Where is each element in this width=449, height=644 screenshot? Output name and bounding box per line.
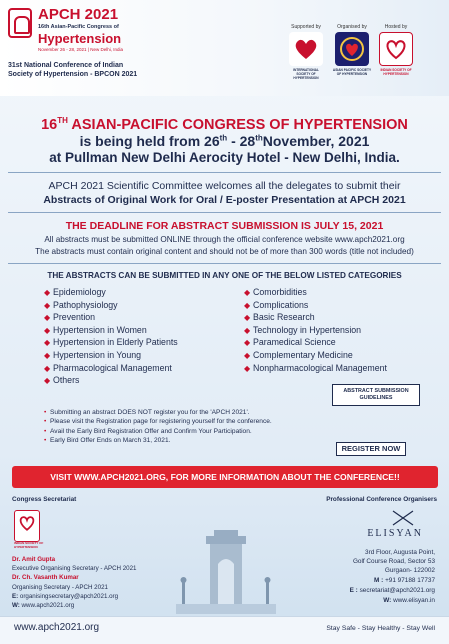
list-item [44, 324, 178, 337]
visit-website-banner[interactable]: VISIT WWW.APCH2021.ORG, FOR MORE INFORMATION ABOUT THE CONFERENCE!! [12, 466, 438, 488]
secretariat-email [12, 593, 118, 600]
secretariat-name-1: Dr. Amit Gupta [12, 556, 56, 563]
supported-by-label: Supported by [291, 24, 321, 30]
secretariat-role-1: Executive Organising Secretary - APCH 2021 [12, 565, 137, 572]
web-label: W: [383, 597, 392, 604]
diamond-icon: ◆ [44, 313, 51, 323]
categories-left [44, 286, 178, 387]
list-item [44, 299, 178, 312]
bullet-icon: • [44, 409, 47, 416]
category-label: Hypertension in Young [53, 349, 142, 360]
web-link[interactable]: www.apch2021.org [21, 602, 75, 609]
secretariat-role-2: Organising Secretary - APCH 2021 [12, 584, 108, 591]
category-label: Technology in Hypertension [253, 324, 362, 335]
diamond-icon: ◆ [44, 338, 51, 348]
congress-sup: TH [57, 116, 68, 125]
category-label: Others [53, 375, 80, 386]
ish-name: INTERNATIONAL SOCIETY OF HYPERTENSION [293, 68, 319, 80]
bullet-icon: • [44, 427, 47, 435]
pco-title: Professional Conference Organisers [326, 496, 437, 503]
register-now-button[interactable]: REGISTER NOW [336, 442, 406, 456]
brand-subtitle: 16th Asian-Pacific Congress of [38, 24, 119, 30]
category-label: Pharmacological Management [53, 362, 172, 373]
pco-web [383, 597, 435, 604]
congress-title-text: ASIAN-PACIFIC CONGRESS OF HYPERTENSION [67, 116, 408, 133]
divider [8, 172, 441, 173]
diamond-icon: ◆ [44, 300, 51, 310]
category-label: Hypertension in Women [53, 324, 147, 335]
note-text: Avail the Early Bird Registration Offer and Confirm Your Participation. [50, 427, 252, 435]
diamond-icon: ◆ [244, 363, 251, 373]
list-item [244, 362, 387, 375]
diamond-icon: ◆ [44, 376, 51, 386]
secretariat-web [12, 602, 74, 609]
list-item [244, 349, 387, 362]
web-label: W: [12, 602, 20, 609]
diamond-icon: ◆ [244, 325, 251, 335]
category-label: Basic Research [253, 312, 315, 323]
abstract-guidelines-button[interactable] [332, 384, 420, 406]
list-item [44, 286, 178, 299]
list-item [44, 349, 178, 362]
bullet-icon: • [44, 437, 47, 445]
email-label: E : [349, 587, 358, 594]
congress-number: 16 [41, 116, 58, 133]
pco-address-2: Golf Course Road, Sector 53 [352, 558, 435, 565]
list-item [244, 286, 387, 299]
phone-value[interactable]: +91 97188 17737 [385, 577, 435, 584]
category-label: Comorbidities [253, 287, 307, 297]
header [0, 0, 449, 96]
bullet-icon: • [44, 418, 47, 426]
category-label: Epidemiology [53, 287, 106, 297]
held-sup-1: th [219, 133, 228, 143]
elisyan-logo-icon [392, 510, 414, 526]
hosted-by-label: Hosted by [384, 24, 408, 30]
diamond-icon: ◆ [44, 350, 51, 360]
brand-title: APCH 2021 [38, 6, 119, 23]
diamond-icon: ◆ [244, 350, 251, 360]
list-item [244, 311, 387, 324]
organised-by-label: Organised by [337, 24, 367, 30]
footer-tagline: Stay Safe - Stay Healthy - Stay Well [326, 625, 435, 632]
category-label: Hypertension in Elderly Patients [53, 337, 178, 348]
divider [8, 263, 441, 264]
categories-right [244, 286, 387, 374]
list-item [44, 408, 272, 417]
note-text: Submitting an abstract DOES NOT register you for the 'APCH 2021'. [50, 409, 250, 416]
pco-address-1: 3rd Floor, Augusta Point, [365, 549, 435, 556]
pco-phone [374, 577, 435, 584]
email-link[interactable]: secretariat@apch2021.org [359, 587, 435, 594]
diamond-icon: ◆ [244, 300, 251, 310]
held-sup-2: th [255, 133, 263, 143]
category-label: Nonpharmacological Management [253, 362, 387, 373]
phone-label: M : [374, 577, 384, 584]
original-note: The abstracts must contain original content and should not be of more than 300 words (title not included) [35, 247, 414, 256]
list-item [244, 324, 387, 337]
category-label: Pathophysiology [53, 299, 118, 310]
isi-org [376, 32, 416, 76]
apch-logo-icon [8, 8, 32, 38]
held-text-b: - 28 [227, 133, 256, 149]
held-dates [0, 133, 449, 149]
secretariat-name-2: Dr. Ch. Vasanth Kumar [12, 574, 79, 581]
india-gate-icon [176, 524, 276, 614]
list-item [44, 336, 178, 349]
isi-name: INDIAN SOCIETY OF HYPERTENSION [380, 68, 412, 76]
diamond-icon: ◆ [44, 363, 51, 373]
apsh-emblem-icon [335, 32, 369, 66]
pco-address-3: Gurgaon- 122002 [384, 567, 435, 574]
email-link[interactable]: organisingsecretary@apch2021.org [19, 593, 119, 600]
isi-logo-icon [14, 510, 40, 542]
email-label: E: [12, 593, 19, 600]
category-label: Complications [253, 299, 309, 310]
divider [8, 212, 441, 213]
notes-list [44, 408, 272, 446]
list-item [44, 436, 272, 445]
isi-heart-icon [379, 32, 413, 66]
elisyan-name: ELISYAN [367, 528, 423, 539]
welcome-line-1: APCH 2021 Scientific Committee welcomes all the delegates to submit their [48, 180, 401, 192]
list-item [44, 311, 178, 324]
diamond-icon: ◆ [44, 325, 51, 335]
congress-title [0, 116, 449, 133]
pco-email [350, 587, 435, 594]
apsh-org [332, 32, 372, 76]
online-note: All abstracts must be submitted ONLINE through the official conference website www.apch2021.org [44, 235, 405, 244]
bpcon-line-2: Society of Hypertension - BPCON 2021 [8, 71, 138, 78]
guidelines-label-2: GUIDELINES [359, 395, 393, 401]
web-link[interactable]: www.elisyan.in [393, 597, 435, 604]
category-label: Paramedical Science [253, 337, 336, 348]
note-text: Please visit the Registration page for registering yourself for the conference. [50, 418, 272, 426]
category-label: Complementary Medicine [253, 349, 353, 360]
ish-heart-icon [289, 32, 323, 66]
footer-url[interactable]: www.apch2021.org [14, 622, 100, 633]
secretariat-title: Congress Secretariat [12, 496, 77, 503]
diamond-icon: ◆ [44, 288, 51, 297]
list-item [44, 374, 178, 387]
ish-org [286, 32, 326, 80]
guidelines-label-1: ABSTRACT SUBMISSION [343, 388, 409, 394]
welcome-line-2: Abstracts of Original Work for Oral / E-poster Presentation at APCH 2021 [43, 194, 406, 206]
apsh-name: ASIAN PACIFIC SOCIETY OF HYPERTENSION [332, 68, 372, 76]
diamond-icon: ◆ [244, 338, 251, 348]
diamond-icon: ◆ [244, 288, 251, 297]
list-item [244, 299, 387, 312]
bpcon-line-1: 31st National Conference of Indian [8, 62, 124, 69]
held-text-a: is being held from 26 [79, 133, 220, 149]
held-text-c: November, 2021 [262, 133, 370, 149]
isi-logo-name: INDIAN SOCIETY OF HYPERTENSION [14, 541, 44, 549]
list-item [244, 336, 387, 349]
venue: at Pullman New Delhi Aerocity Hotel - New Delhi, India. [49, 150, 400, 165]
note-text: Early Bird Offer Ends on March 31, 2021. [50, 437, 171, 445]
list-item [44, 417, 272, 426]
category-label: Prevention [53, 312, 96, 323]
diamond-icon: ◆ [244, 313, 251, 323]
categories-title: THE ABSTRACTS CAN BE SUBMITTED IN ANY ONE OF THE BELOW LISTED CATEGORIES [47, 271, 402, 280]
deadline-title: THE DEADLINE FOR ABSTRACT SUBMISSION IS JULY 15, 2021 [65, 220, 384, 232]
brand-hypertension: Hypertension [38, 31, 122, 46]
list-item [44, 427, 272, 436]
brand-dates: November 26 - 28, 2021 | New Delhi, India [38, 47, 123, 52]
list-item [44, 362, 178, 375]
